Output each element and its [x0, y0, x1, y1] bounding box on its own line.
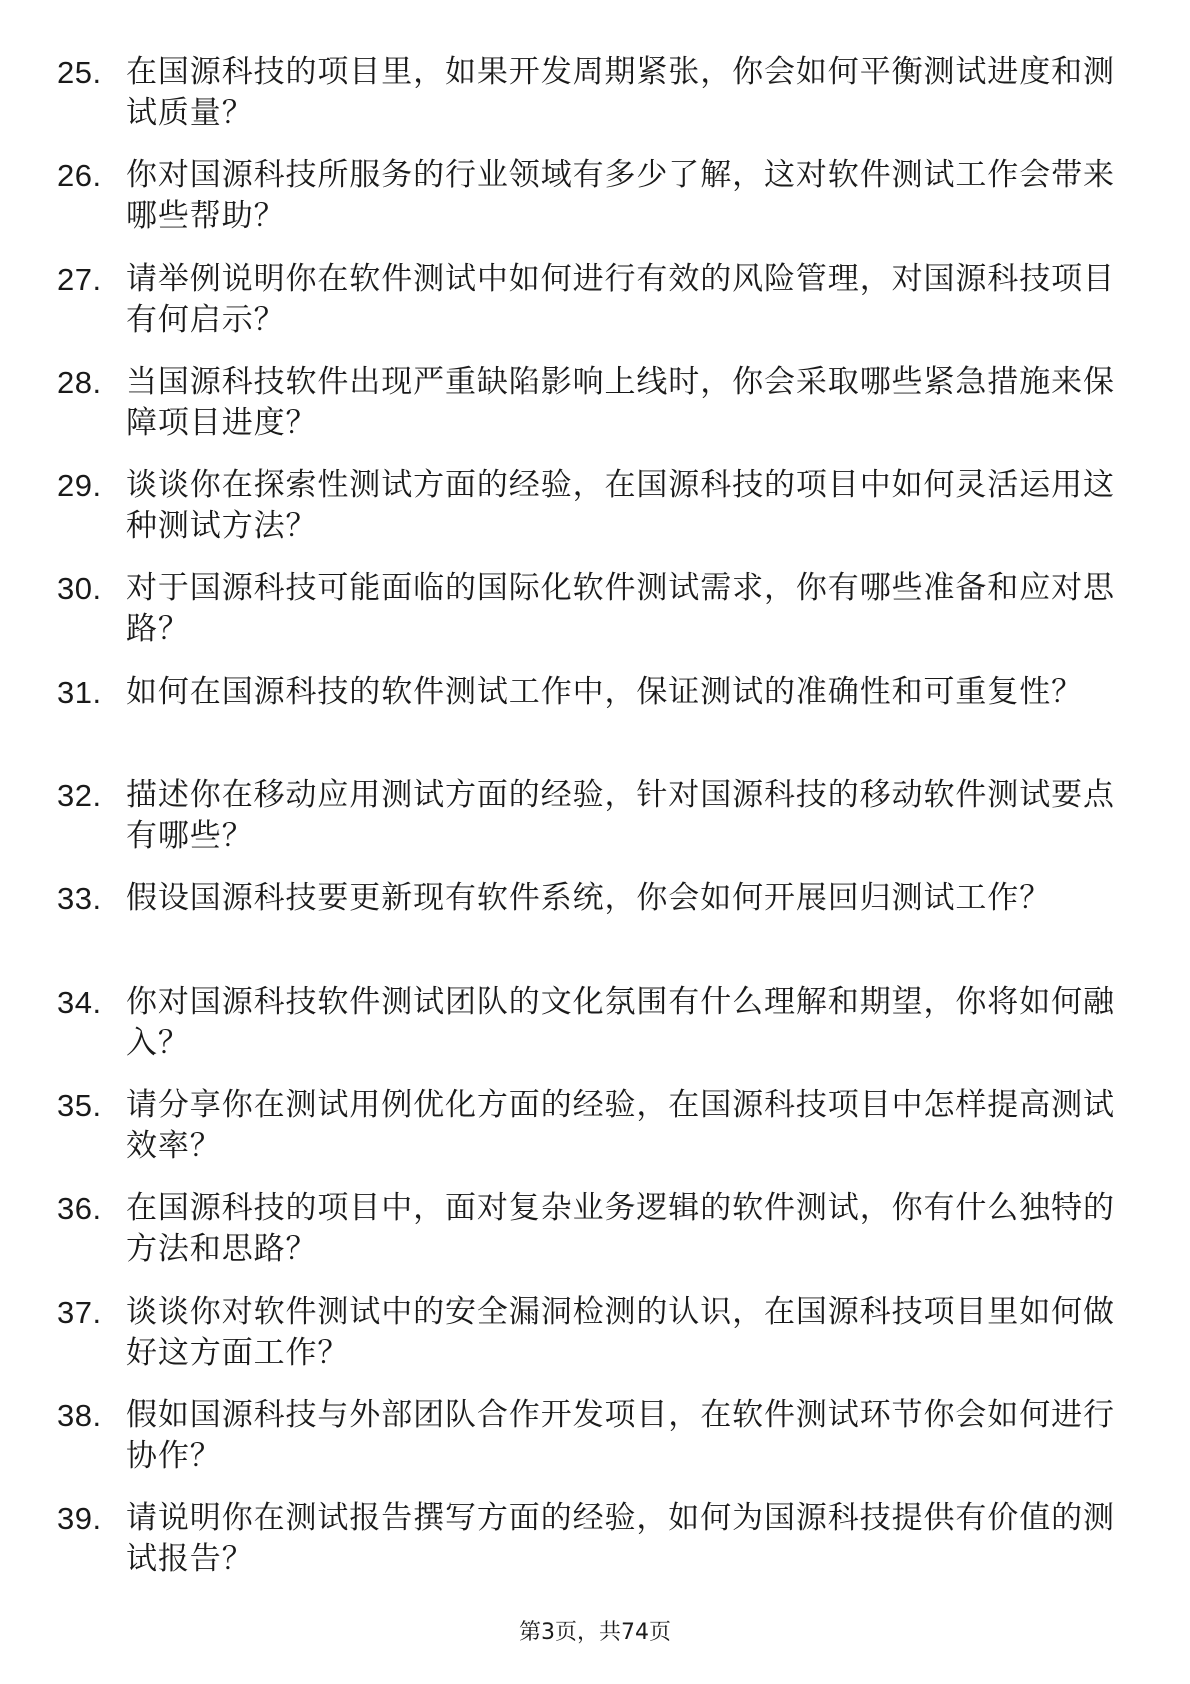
question-item: [0, 672, 1190, 775]
question-text: 描述你在移动应用测试方面的经验，针对国源科技的移动软件测试要点有哪些？: [126, 777, 1115, 855]
question-item: [0, 259, 1190, 362]
question-item: [0, 1188, 1190, 1291]
question-item: [0, 362, 1190, 465]
question-number: 39.: [57, 1501, 102, 1537]
question-item: [0, 982, 1190, 1085]
question-text: 在国源科技的项目中，面对复杂业务逻辑的软件测试，你有什么独特的方法和思路？: [126, 1190, 1115, 1268]
question-item: [0, 52, 1190, 155]
question-number: 28.: [57, 364, 102, 400]
question-text: 谈谈你在探索性测试方面的经验，在国源科技的项目中如何灵活运用这种测试方法？: [126, 467, 1115, 545]
question-text: 你对国源科技软件测试团队的文化氛围有什么理解和期望，你将如何融入？: [126, 983, 1115, 1061]
question-number: 33.: [57, 881, 102, 917]
question-text: 假设国源科技要更新现有软件系统，你会如何开展回归测试工作？: [126, 880, 1052, 917]
question-number: 25.: [57, 55, 102, 90]
question-item: [0, 155, 1190, 258]
question-text: 在国源科技的项目里，如果开发周期紧张，你会如何平衡测试进度和测试质量？: [126, 54, 1115, 131]
question-text: 请举例说明你在软件测试中如何进行有效的风险管理，对国源科技项目有何启示？: [126, 260, 1115, 338]
question-number: 35.: [57, 1087, 102, 1123]
question-text: 你对国源科技所服务的行业领域有多少了解，这对软件测试工作会带来哪些帮助？: [126, 157, 1115, 235]
question-number: 31.: [57, 674, 102, 710]
question-item: [0, 775, 1190, 878]
question-item: [0, 1292, 1190, 1395]
question-text: 假如国源科技与外部团队合作开发项目，在软件测试环节你会如何进行协作？: [126, 1396, 1115, 1474]
question-item: [0, 1395, 1190, 1498]
question-number: 37.: [57, 1294, 102, 1330]
question-item: [0, 1085, 1190, 1188]
page-number-footer: 第3页，共74页: [519, 1620, 671, 1645]
question-text: 对于国源科技可能面临的国际化软件测试需求，你有哪些准备和应对思路？: [126, 570, 1115, 648]
question-number: 29.: [57, 468, 102, 504]
question-number: 34.: [57, 984, 102, 1020]
question-number: 27.: [57, 261, 102, 297]
question-list: [0, 52, 1190, 1601]
question-item: [0, 878, 1190, 981]
question-number: 26.: [57, 158, 102, 194]
question-text: 当国源科技软件出现严重缺陷影响上线时，你会采取哪些紧急措施来保障项目进度？: [126, 363, 1115, 441]
question-number: 32.: [57, 778, 102, 814]
question-text: 如何在国源科技的软件测试工作中，保证测试的准确性和可重复性？: [126, 673, 1083, 710]
question-text: 请分享你在测试用例优化方面的经验，在国源科技项目中怎样提高测试效率？: [126, 1086, 1115, 1164]
question-item: [0, 1498, 1190, 1601]
question-item: [0, 465, 1190, 568]
question-number: 38.: [57, 1397, 102, 1433]
question-number: 30.: [57, 571, 102, 607]
question-text: 请说明你在测试报告撰写方面的经验，如何为国源科技提供有价值的测试报告？: [126, 1500, 1115, 1578]
question-text: 谈谈你对软件测试中的安全漏洞检测的认识，在国源科技项目里如何做好这方面工作？: [126, 1293, 1115, 1371]
question-number: 36.: [57, 1191, 102, 1227]
question-item: [0, 568, 1190, 671]
